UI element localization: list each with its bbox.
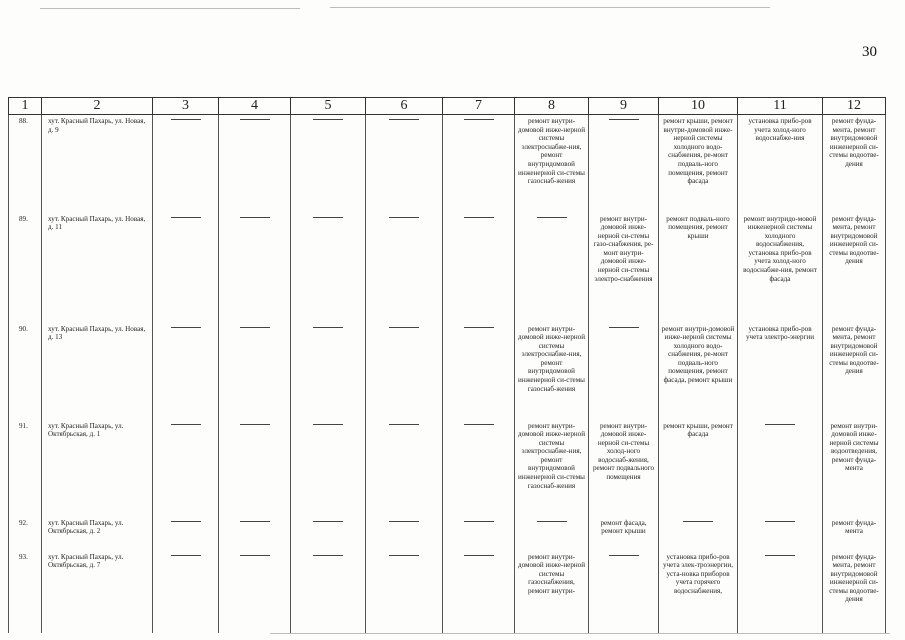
- cell-dash: [219, 213, 291, 323]
- column-header: 10: [659, 98, 738, 115]
- cell-dash: [515, 213, 589, 323]
- dash-mark: [765, 424, 795, 425]
- dash-mark: [240, 217, 270, 218]
- repair-schedule-table: [8, 97, 886, 633]
- dash-mark: [765, 521, 795, 522]
- dash-mark: [389, 424, 419, 425]
- column-number-row: [9, 98, 886, 115]
- cell-dash: [153, 323, 219, 420]
- cell-dash: [219, 420, 291, 517]
- dash-mark: [313, 521, 343, 522]
- cell-dash: [366, 323, 443, 420]
- dash-mark: [537, 217, 567, 218]
- dash-mark: [389, 555, 419, 556]
- row-number: 92.: [9, 517, 42, 551]
- work-cell: установка прибо-ров учета холод-ного водоснабже-ния: [738, 115, 823, 213]
- work-cell: ремонт подваль-ного помещения, ремонт крыши: [659, 213, 738, 323]
- dash-mark: [464, 217, 494, 218]
- dash-mark: [765, 555, 795, 556]
- cell-dash: [291, 551, 366, 633]
- cell-dash: [291, 420, 366, 517]
- dash-mark: [464, 555, 494, 556]
- cell-dash: [219, 115, 291, 213]
- row-address: хут. Красный Пахарь, ул. Новая, д. 9: [42, 115, 153, 213]
- cell-dash: [738, 517, 823, 551]
- work-cell: установка прибо-ров учета электро-энергии: [738, 323, 823, 420]
- dash-mark: [171, 119, 201, 120]
- cell-dash: [291, 517, 366, 551]
- cell-dash: [443, 213, 515, 323]
- cell-dash: [153, 115, 219, 213]
- dash-mark: [240, 521, 270, 522]
- dash-mark: [240, 327, 270, 328]
- row-number: 91.: [9, 420, 42, 517]
- row-address: хут. Красный Пахарь, ул. Октябрьская, д. 1: [42, 420, 153, 517]
- work-cell: ремонт внутри-домовой инже-нерной системы электроснабже-ния, ремонт внутридомовой инженерной си-стемы газоснаб-жения: [515, 115, 589, 213]
- dash-mark: [171, 555, 201, 556]
- work-cell: ремонт фунда-мента, ремонт внутридомовой инженерной си-стемы водоотве-дения: [823, 323, 886, 420]
- cell-dash: [443, 551, 515, 633]
- dash-mark: [389, 327, 419, 328]
- table-row: [9, 213, 886, 323]
- cell-dash: [659, 517, 738, 551]
- work-cell: ремонт внутридо-мовой инженерной системы холодного водоснабжения, установка прибо-ров учета холод-ного водоснабже-ния, ремонт фасада: [738, 213, 823, 323]
- cell-dash: [366, 115, 443, 213]
- dash-mark: [171, 327, 201, 328]
- cell-dash: [589, 551, 659, 633]
- cell-dash: [153, 213, 219, 323]
- cell-dash: [443, 517, 515, 551]
- cell-dash: [219, 551, 291, 633]
- cell-dash: [738, 420, 823, 517]
- cell-dash: [219, 323, 291, 420]
- column-header: 5: [291, 98, 366, 115]
- work-cell: ремонт крыши, ремонт фасада: [659, 420, 738, 517]
- cell-dash: [219, 517, 291, 551]
- work-cell: ремонт внутри-домовой инже-нерной системы электроснабже-ния, ремонт внутридомовой инженерной си-стемы газоснаб-жения: [515, 420, 589, 517]
- dash-mark: [464, 327, 494, 328]
- dash-mark: [537, 521, 567, 522]
- dash-mark: [683, 521, 713, 522]
- table-row: [9, 517, 886, 551]
- column-header: 3: [153, 98, 219, 115]
- cell-dash: [153, 551, 219, 633]
- cell-dash: [291, 213, 366, 323]
- row-address: хут. Красный Пахарь, ул. Октябрьская, д. 7: [42, 551, 153, 633]
- cell-dash: [366, 213, 443, 323]
- dash-mark: [609, 119, 639, 120]
- dash-mark: [313, 424, 343, 425]
- column-header: 8: [515, 98, 589, 115]
- cell-dash: [589, 115, 659, 213]
- dash-mark: [464, 119, 494, 120]
- dash-mark: [609, 327, 639, 328]
- cell-dash: [366, 420, 443, 517]
- column-header: 7: [443, 98, 515, 115]
- work-cell: ремонт крыши, ремонт внутри-домовой инже-нерной системы холодного водо-снабжения, ре-монт подваль-ного помещения, ремонт фасада: [659, 115, 738, 213]
- column-header: 2: [42, 98, 153, 115]
- work-cell: ремонт фунда-мента, ремонт внутридомовой инженерной си-стемы водоотве-дения: [823, 551, 886, 633]
- table-row: [9, 115, 886, 213]
- work-cell: ремонт внутри-домовой инже-нерной системы водоотведения, ремонт фунда-мента: [823, 420, 886, 517]
- column-header: 1: [9, 98, 42, 115]
- work-cell: ремонт внутри-домовой инже-нерной си-стемы газо-снабжения, ре-монт внутри-домовой инже-нерной си-стемы электро-снабжения: [589, 213, 659, 323]
- page-number: 30: [862, 44, 877, 60]
- dash-mark: [171, 217, 201, 218]
- cell-dash: [738, 551, 823, 633]
- cell-dash: [153, 517, 219, 551]
- cell-dash: [153, 420, 219, 517]
- row-number: 93.: [9, 551, 42, 633]
- cell-dash: [589, 323, 659, 420]
- dash-mark: [171, 424, 201, 425]
- scan-artifact-top-2: [330, 7, 770, 8]
- work-cell: ремонт внутри-домовой инже-нерной системы электроснабже-ния, ремонт внутридомовой инженерной си-стемы газоснаб-жения: [515, 323, 589, 420]
- dash-mark: [313, 217, 343, 218]
- row-number: 89.: [9, 213, 42, 323]
- dash-mark: [240, 119, 270, 120]
- dash-mark: [389, 217, 419, 218]
- dash-mark: [240, 555, 270, 556]
- row-number: 88.: [9, 115, 42, 213]
- work-cell: установка прибо-ров учета элек-троэнергии, уста-новка приборов учета горячего водоснабжения,: [659, 551, 738, 633]
- dash-mark: [240, 424, 270, 425]
- column-header: 12: [823, 98, 886, 115]
- row-number: 90.: [9, 323, 42, 420]
- scan-artifact-top: [40, 8, 300, 9]
- work-cell: ремонт внутри-домовой инже-нерной системы газоснабжения, ремонт внутри-: [515, 551, 589, 633]
- cell-dash: [291, 115, 366, 213]
- dash-mark: [313, 327, 343, 328]
- dash-mark: [609, 555, 639, 556]
- row-address: хут. Красный Пахарь, ул. Новая, д. 11: [42, 213, 153, 323]
- table-row: [9, 420, 886, 517]
- column-header: 4: [219, 98, 291, 115]
- table-row: [9, 323, 886, 420]
- dash-mark: [313, 119, 343, 120]
- column-header: 11: [738, 98, 823, 115]
- cell-dash: [366, 517, 443, 551]
- column-header: 9: [589, 98, 659, 115]
- scan-artifact-bottom: [270, 633, 890, 634]
- cell-dash: [366, 551, 443, 633]
- cell-dash: [515, 517, 589, 551]
- cell-dash: [291, 323, 366, 420]
- work-cell: ремонт внутри-домовой инже-нерной си-стемы холод-ного водоснаб-жения, ремонт подвального помещения: [589, 420, 659, 517]
- cell-dash: [443, 323, 515, 420]
- cell-dash: [443, 115, 515, 213]
- dash-mark: [171, 521, 201, 522]
- dash-mark: [313, 555, 343, 556]
- work-cell: ремонт фунда-мента: [823, 517, 886, 551]
- work-cell: ремонт фунда-мента, ремонт внутридомовой инженерной си-стемы водоотве-дения: [823, 115, 886, 213]
- work-cell: ремонт фунда-мента, ремонт внутридомовой инженерной си-стемы водоотве-дения: [823, 213, 886, 323]
- dash-mark: [389, 119, 419, 120]
- table-row: [9, 551, 886, 633]
- row-address: хут. Красный Пахарь, ул. Новая, д. 13: [42, 323, 153, 420]
- cell-dash: [443, 420, 515, 517]
- dash-mark: [464, 424, 494, 425]
- column-header: 6: [366, 98, 443, 115]
- dash-mark: [464, 521, 494, 522]
- work-cell: ремонт фасада, ремонт крыши: [589, 517, 659, 551]
- row-address: хут. Красный Пахарь, ул. Октябрьская, д. 2: [42, 517, 153, 551]
- work-cell: ремонт внутри-домовой инже-нерной системы холодного водо-снабжения, ре-монт подваль-ного помещения, ремонт фасада, ремонт крыши: [659, 323, 738, 420]
- dash-mark: [389, 521, 419, 522]
